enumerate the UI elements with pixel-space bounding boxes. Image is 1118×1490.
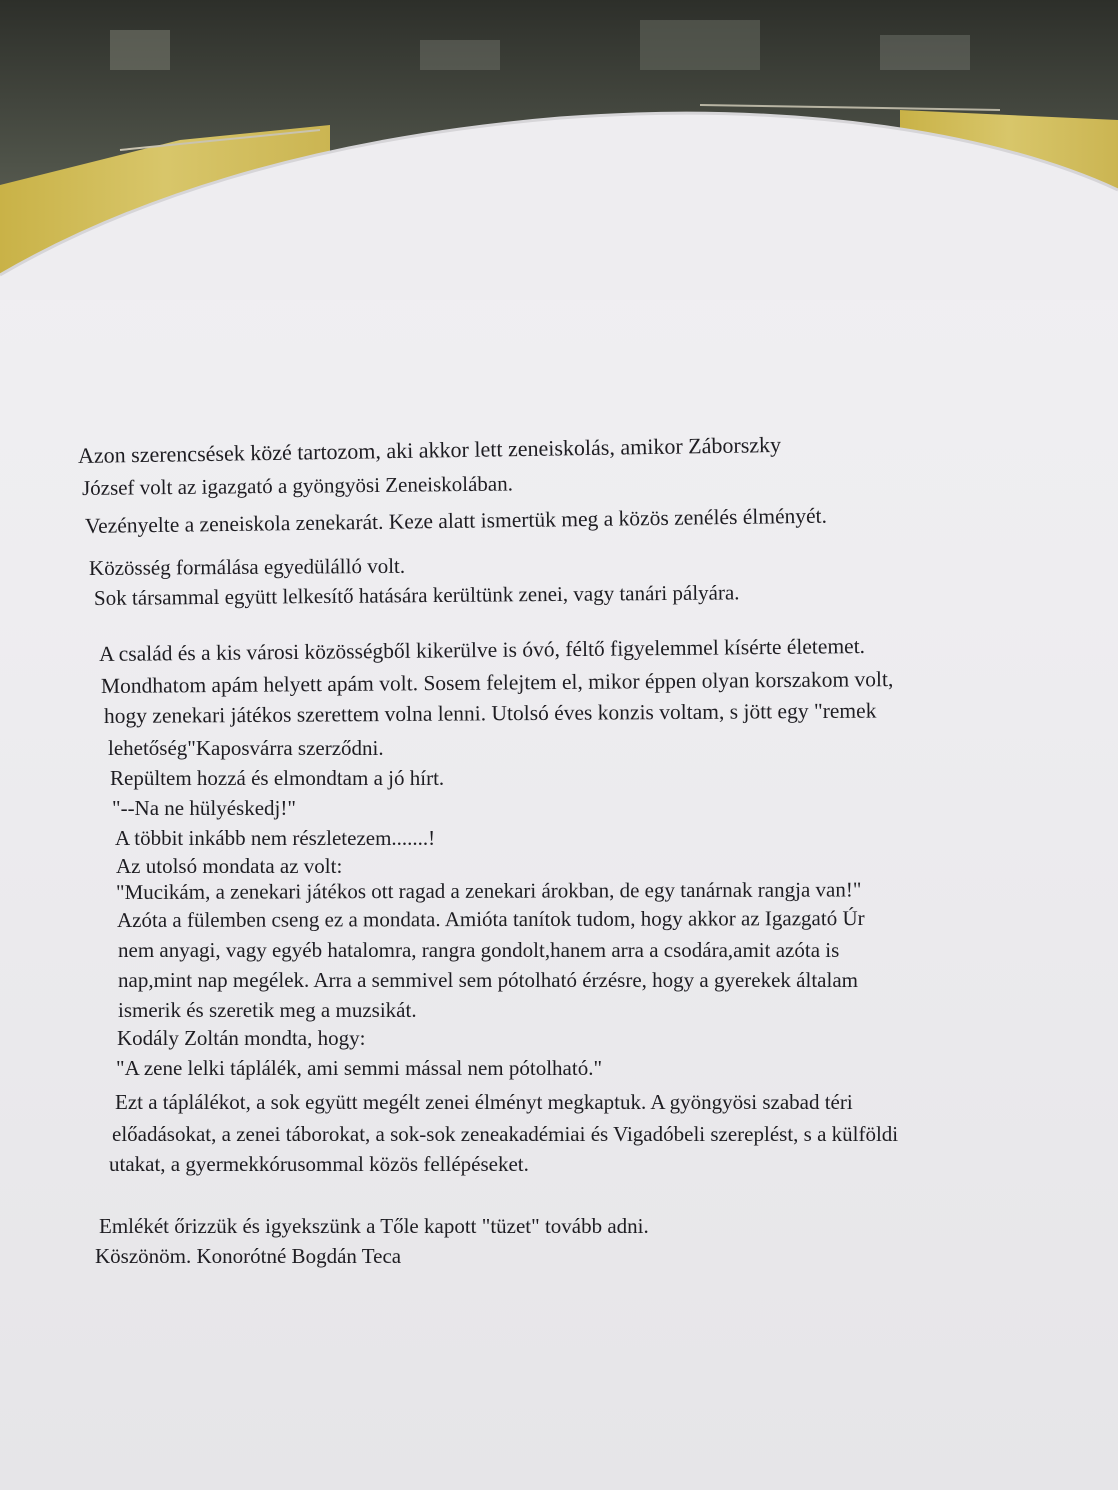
text-line: hogy zenekari játékos szerettem volna lenni. Utolsó éves konzis voltam, s jött egy "remek: [103, 698, 877, 728]
text-line: Repültem hozzá és elmondtam a jó hírt.: [110, 766, 445, 790]
text-line: Vezényelte a zeneiskola zenekarát. Keze alatt ismertük meg a közös zenélés élményét.: [84, 503, 828, 538]
text-line: ismerik és szeretik meg a muzsikát.: [118, 998, 417, 1022]
text-line: Kodály Zoltán mondta, hogy:: [117, 1026, 366, 1050]
text-line: "A zene lelki táplálék, ami semmi mással nem pótolható.": [116, 1056, 603, 1080]
text-line: "Mucikám, a zenekari játékos ott ragad a zenekari árokban, de egy tanárnak rangja van!": [115, 877, 862, 904]
text-line: nem anyagi, vagy egyéb hatalomra, rangra gondolt,hanem arra a csodára,amit azóta is: [118, 938, 840, 962]
text-line: lehetőség"Kaposvárra szerződni.: [108, 736, 384, 760]
text-line: József volt az igazgató a gyöngyösi Zeneiskolában.: [81, 471, 514, 500]
text-line: A család és a kis városi közösségből kikerülve is óvó, féltő figyelemmel kísérte életemet.: [98, 633, 866, 666]
text-line: előadásokat, a zenei táborokat, a sok-sok zeneakadémiai és Vigadóbeli szereplést, s a külföldi: [112, 1122, 899, 1146]
text-line: A többit inkább nem részletezem.......!: [115, 826, 436, 850]
closing-line: Emlékét őrizzük és igyekszünk a Tőle kapott "tüzet" tovább adni.: [99, 1214, 649, 1238]
text-line: utakat, a gyermekkórusommal közös fellépéseket.: [109, 1152, 529, 1176]
text-line: Közösség formálása egyedülálló volt.: [88, 553, 406, 580]
text-line: "--Na ne hülyéskedj!": [112, 796, 296, 820]
text-line: Az utolsó mondata az volt:: [116, 854, 343, 878]
text-line: Mondhatom apám helyett apám volt. Sosem felejtem el, mikor éppen olyan korszakom volt,: [100, 667, 894, 698]
text-line: Sok társammal együtt lelkesítő hatására kerültünk zenei, vagy tanári pályára.: [93, 580, 740, 610]
signature-line: Köszönöm. Konorótné Bogdán Teca: [95, 1244, 402, 1268]
text-line: Azon szerencsések közé tartozom, aki akkor lett zeneiskolás, amikor Záborszky: [77, 431, 782, 468]
text-line: Azóta a fülemben cseng ez a mondata. Amióta tanítok tudom, hogy akkor az Igazgató Úr: [116, 906, 865, 932]
text-line: Ezt a táplálékot, a sok együtt megélt zenei élményt megkaptuk. A gyöngyösi szabad téri: [115, 1090, 853, 1114]
text-line: nap,mint nap megélek. Arra a semmivel sem pótolható érzésre, hogy a gyerekek általam: [118, 968, 858, 992]
